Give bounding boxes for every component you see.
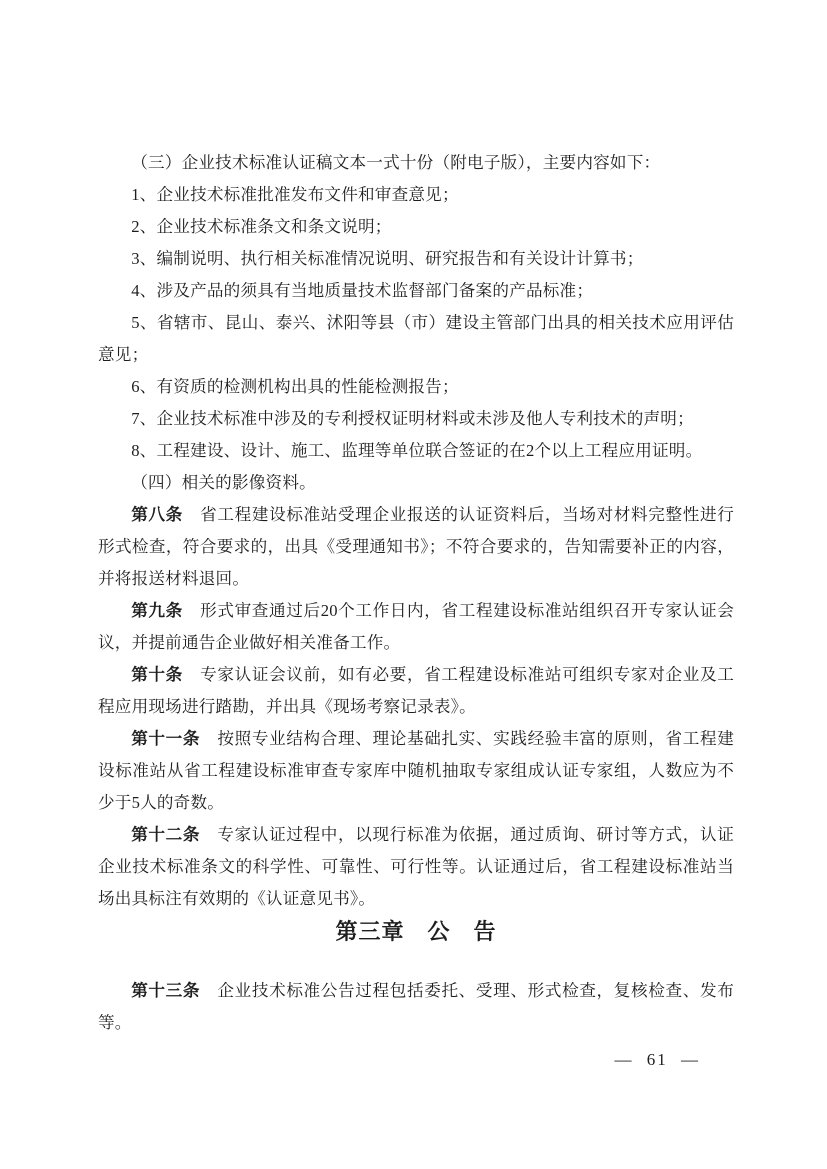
article-number: 第八条	[131, 505, 201, 524]
article-number: 第十一条	[131, 729, 218, 748]
paragraph: 7、企业技术标准中涉及的专利授权证明材料或未涉及他人专利技术的声明；	[131, 409, 694, 428]
article-number: 第十三条	[131, 981, 218, 1000]
paragraph: 8、工程建设、设计、施工、监理等单位联合签证的在2个以上工程应用证明。	[131, 441, 703, 460]
article-paragraph: 第九条 形式审查通过后20个工作日内，省工程建设标准站组织召开专家认证会议，并提前通告企业做好相关准备工作。	[98, 601, 734, 652]
paragraph: 2、企业技术标准条文和条文说明；	[131, 217, 392, 236]
article-number: 第九条	[131, 601, 201, 620]
paragraph: （三）企业技术标准认证稿文本一式十份（附电子版），主要内容如下：	[131, 153, 661, 172]
paragraph: 6、有资质的检测机构出具的性能检测报告；	[131, 377, 459, 396]
paragraph: 3、编制说明、执行相关标准情况说明、研究报告和有关设计计算书；	[131, 249, 644, 268]
article-paragraph: 第十三条 企业技术标准公告过程包括委托、受理、形式检查，复核检查、发布等。	[98, 981, 735, 1032]
document-body	[98, 147, 734, 1039]
page-number: — 61 —	[614, 1050, 700, 1069]
article-paragraph: 第八条 省工程建设标准站受理企业报送的认证资料后，当场对材料完整性进行形式检查，符合要求的，出具《受理通知书》；不符合要求的，告知需要补正的内容，并将报送材料退回。	[98, 505, 734, 588]
chapter-heading: 第三章 公 告	[335, 919, 497, 944]
article-paragraph: 第十二条 专家认证过程中，以现行标准为依据，通过质询、研讨等方式，认证企业技术标准条文的科学性、可靠性、可行性等。认证通过后，省工程建设标准站当场出具标注有效期的《认证意见书》。	[98, 825, 735, 908]
article-paragraph: 第十一条 按照专业结构合理、理论基础扎实、实践经验丰富的原则，省工程建设标准站从省工程建设标准审查专家库中随机抽取专家组成认证专家组，人数应为不少于5人的奇数。	[98, 729, 735, 812]
article-number: 第十二条	[131, 825, 218, 844]
paragraph: （四）相关的影像资料。	[131, 473, 316, 492]
paragraph: 4、涉及产品的须具有当地质量技术监督部门备案的产品标准；	[131, 281, 594, 300]
article-number: 第十条	[131, 665, 201, 684]
article-paragraph: 第十条 专家认证会议前，如有必要，省工程建设标准站可组织专家对企业及工程应用现场进行踏勘，并出具《现场考察记录表》。	[98, 665, 734, 716]
paragraph: 1、企业技术标准批准发布文件和审查意见；	[131, 185, 459, 204]
paragraph: 5、省辖市、昆山、泰兴、沭阳等县（市）建设主管部门出具的相关技术应用评估意见；	[98, 313, 734, 364]
